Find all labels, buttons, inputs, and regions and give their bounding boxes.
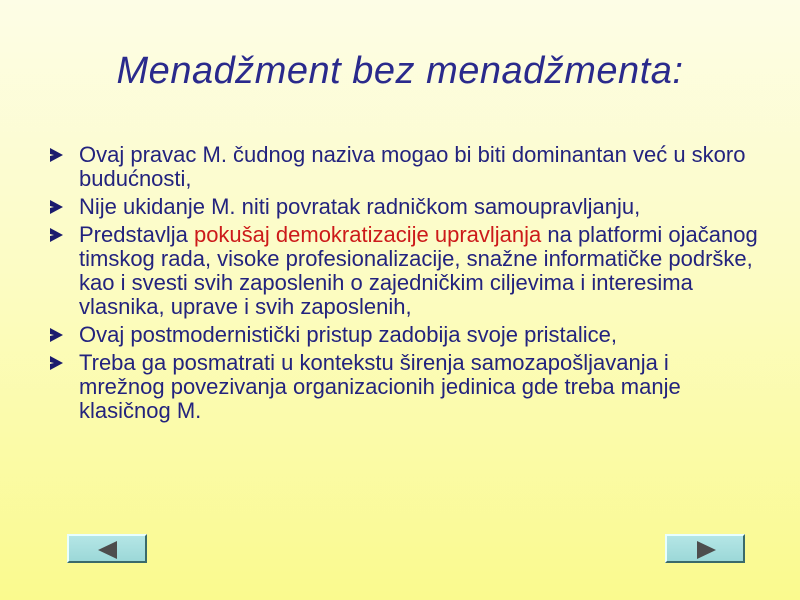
slide-title: Menadžment bez menadžmenta: <box>116 50 684 92</box>
bullet-arrow-icon <box>50 228 63 242</box>
bullet-arrow-icon <box>50 356 63 370</box>
bullet-arrow-icon <box>50 328 63 342</box>
bullet-item <box>48 195 758 219</box>
bullet-item <box>48 143 758 191</box>
bullet-list <box>48 143 758 427</box>
bullet-text-before: Predstavlja <box>79 222 194 247</box>
bullet-item <box>48 223 758 319</box>
bullet-text: Treba ga posmatrati u kontekstu širenja samozapošljavanja i mrežnog povezivanja organizacionih jedinica gde treba manje klasičnog M. <box>79 350 681 423</box>
bullet-text: Ovaj pravac M. čudnog naziva mogao bi biti dominantan već u skoro budućnosti, <box>79 142 746 191</box>
bullet-text-after: na platformi ojačanog timskog rada, visoke profesionalizacije, snažne informatičke podrške, kao i svesti svih zaposlenih o zajedničkim ciljevima i interesima vlasnika, uprave i svih zaposlenih, <box>79 222 758 319</box>
arrow-right-icon <box>697 541 716 559</box>
bullet-arrow-icon <box>50 148 63 162</box>
bullet-highlight-text: pokušaj demokratizacije upravljanja <box>193 222 542 247</box>
previous-slide-button[interactable] <box>67 534 147 563</box>
arrow-left-icon <box>98 541 117 559</box>
bullet-item <box>48 323 758 347</box>
bullet-text: Ovaj postmodernistički pristup zadobija svoje pristalice, <box>79 322 618 347</box>
bullet-text: Nije ukidanje M. niti povratak radničkom samoupravljanju, <box>79 194 641 219</box>
next-slide-button[interactable] <box>665 534 745 563</box>
bullet-item <box>48 351 758 423</box>
bullet-arrow-icon <box>50 200 63 214</box>
